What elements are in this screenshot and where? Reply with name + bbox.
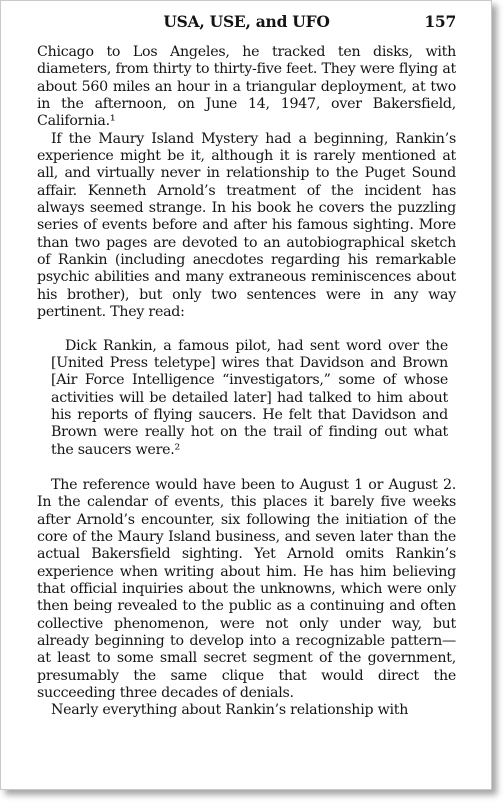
paragraph-2: If the Maury Island Mystery had a beginning, Rankin’s experience might be it, although it is rarely mentioned at all, and virtually never in relationship to the Puget Sound affair. Kenneth Arnold’s treatment of the incident has always seemed strange. In his book he covers the puzzling series of events before and after his famous sighting. More than two pages are devoted to an autobiographical sketch of Rankin (including anecdotes regarding his remarkable psychic abilities and many extraneous reminiscences about his brother), but only two sentences were in any way pertinent. They read:: [37, 130, 456, 321]
running-title: USA, USE, and UFO: [163, 12, 330, 31]
paragraph-4: Nearly everything about Rankin’s relationship with: [51, 702, 409, 719]
block-quote-text: Dick Rankin, a famous pilot, had sent word over the [United Press teletype] wires that Davidson and Brown [Air Force Intelligence “investigators,” some of whose activities will be detailed later] had talked to him about his reports of flying saucers. He felt that Davidson and Brown were really hot on the trail of finding out what the saucers were.²: [51, 337, 448, 458]
paragraph-3: The reference would have been to August 1 or August 2. In the calendar of events, this places it barely five weeks after Arnold’s encounter, six following the initiation of the core of the Maury Island business, and seven later than the actual Bakersfield sighting. Yet Arnold omits Rankin’s experience when writing about him. He has him believing that official inquiries about the unknowns, which were only then being revealed to the public as a continuing and often collective phenomenon, were not only under way, but already beginning to develop into a recognizable pattern—at least to some small secret segment of the government, presumably the same clique that would direct the succeeding three decades of denials.: [37, 476, 456, 702]
paragraph-1: Chicago to Los Angeles, he tracked ten disks, with diameters, from thirty to thirty-five feet. They were flying at about 560 miles an hour in a triangular deployment, at two in the afternoon, on June 14, 1947, over Bakersfield, California.¹: [37, 44, 456, 130]
running-head: [37, 13, 456, 35]
block-quote: [51, 338, 448, 459]
page-content: [37, 13, 456, 720]
page-number: 157: [424, 12, 456, 31]
